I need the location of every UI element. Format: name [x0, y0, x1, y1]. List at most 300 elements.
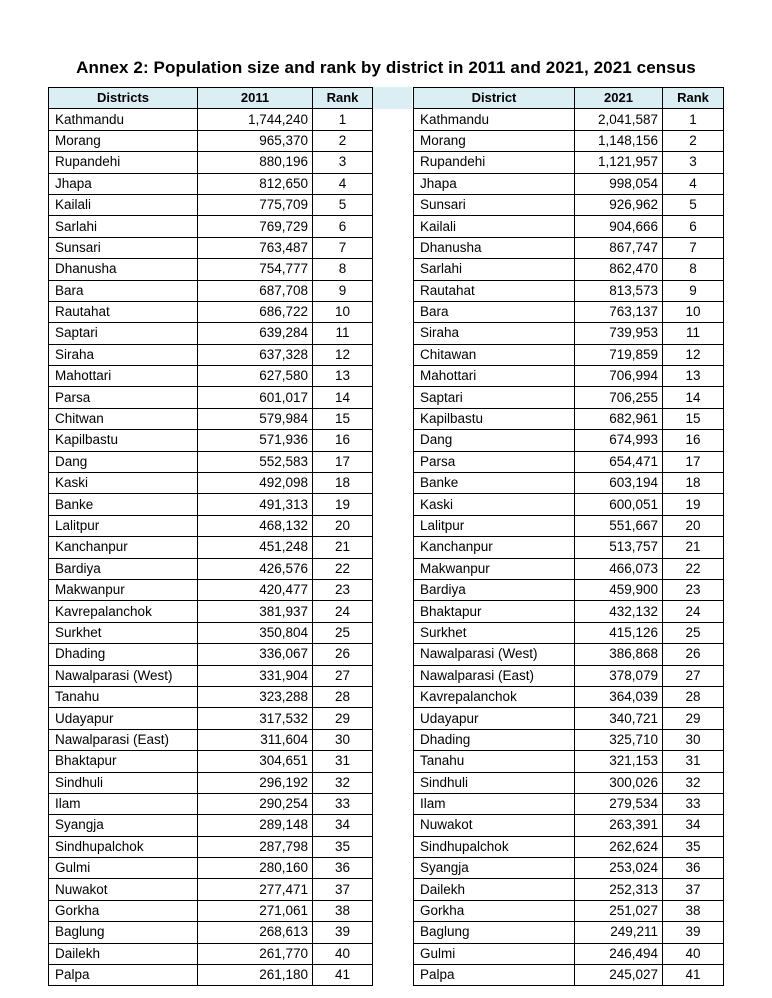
district-name-cell: Tanahu [49, 686, 198, 707]
district-name-cell: Sunsari [49, 237, 198, 258]
district-name-cell: Nawalparasi (West) [49, 665, 198, 686]
district-name-cell: Saptari [414, 387, 575, 408]
district-name-cell: Baglung [49, 922, 198, 943]
district-name-cell: Parsa [414, 451, 575, 472]
rank-cell: 17 [663, 451, 724, 472]
population-cell: 245,027 [575, 965, 663, 986]
district-name-cell: Bardiya [49, 558, 198, 579]
table-row [414, 280, 724, 301]
district-name-cell: Ilam [49, 793, 198, 814]
table-row [414, 430, 724, 451]
rank-cell: 15 [663, 408, 724, 429]
table-header-row [414, 88, 724, 109]
table-row [49, 579, 373, 600]
rank-cell: 27 [663, 665, 724, 686]
rank-cell: 24 [663, 601, 724, 622]
table-row [414, 473, 724, 494]
population-cell: 317,532 [198, 708, 313, 729]
population-cell: 600,051 [575, 494, 663, 515]
rank-cell: 36 [313, 858, 373, 879]
table-row [414, 943, 724, 964]
column-header-district: District [414, 88, 575, 109]
district-name-cell: Palpa [49, 965, 198, 986]
district-name-cell: Kapilbastu [414, 408, 575, 429]
rank-cell: 12 [313, 344, 373, 365]
population-cell: 687,708 [198, 280, 313, 301]
district-name-cell: Banke [414, 473, 575, 494]
rank-cell: 25 [313, 622, 373, 643]
table-row [49, 793, 373, 814]
district-name-cell: Dailekh [49, 943, 198, 964]
population-cell: 277,471 [198, 879, 313, 900]
district-name-cell: Dhanusha [414, 237, 575, 258]
table-row [414, 858, 724, 879]
rank-cell: 16 [663, 430, 724, 451]
district-name-cell: Chitwan [49, 408, 198, 429]
population-cell: 579,984 [198, 408, 313, 429]
district-name-cell: Surkhet [49, 622, 198, 643]
population-cell: 491,313 [198, 494, 313, 515]
column-header-2021: 2021 [575, 88, 663, 109]
rank-cell: 36 [663, 858, 724, 879]
table-header-row [49, 88, 373, 109]
table-row [414, 323, 724, 344]
district-name-cell: Morang [49, 130, 198, 151]
table-row [414, 558, 724, 579]
rank-cell: 19 [313, 494, 373, 515]
population-cell: 252,313 [575, 879, 663, 900]
population-cell: 426,576 [198, 558, 313, 579]
district-name-cell: Jhapa [414, 173, 575, 194]
district-name-cell: Rupandehi [414, 152, 575, 173]
population-cell: 249,211 [575, 922, 663, 943]
table-row [414, 301, 724, 322]
district-name-cell: Syangja [414, 858, 575, 879]
table-row [49, 366, 373, 387]
district-name-cell: Sindhuli [49, 772, 198, 793]
district-name-cell: Bhaktapur [414, 601, 575, 622]
table-row [49, 237, 373, 258]
district-name-cell: Banke [49, 494, 198, 515]
rank-cell: 15 [313, 408, 373, 429]
rank-cell: 13 [313, 366, 373, 387]
district-name-cell: Gulmi [49, 858, 198, 879]
population-cell: 261,180 [198, 965, 313, 986]
rank-cell: 26 [663, 644, 724, 665]
rank-cell: 5 [663, 194, 724, 215]
population-cell: 268,613 [198, 922, 313, 943]
table-row [414, 494, 724, 515]
district-name-cell: Rupandehi [49, 152, 198, 173]
rank-cell: 10 [663, 301, 724, 322]
population-cell: 378,079 [575, 665, 663, 686]
population-cell: 289,148 [198, 815, 313, 836]
table-row [414, 708, 724, 729]
table-row [49, 943, 373, 964]
district-name-cell: Udayapur [414, 708, 575, 729]
rank-cell: 28 [663, 686, 724, 707]
table-row [49, 836, 373, 857]
table-row [414, 237, 724, 258]
population-cell: 904,666 [575, 216, 663, 237]
table-row [49, 216, 373, 237]
rank-cell: 6 [313, 216, 373, 237]
population-cell: 552,583 [198, 451, 313, 472]
table-row [49, 644, 373, 665]
population-cell: 271,061 [198, 900, 313, 921]
district-name-cell: Nawalparasi (West) [414, 644, 575, 665]
population-cell: 639,284 [198, 323, 313, 344]
table-row [414, 451, 724, 472]
table-row [49, 601, 373, 622]
rank-cell: 29 [663, 708, 724, 729]
table-row [414, 344, 724, 365]
rank-cell: 33 [313, 793, 373, 814]
population-cell: 2,041,587 [575, 109, 663, 130]
rank-cell: 30 [313, 729, 373, 750]
rank-cell: 35 [313, 836, 373, 857]
district-name-cell: Dang [414, 430, 575, 451]
rank-cell: 23 [663, 579, 724, 600]
rank-cell: 30 [663, 729, 724, 750]
table-row [49, 280, 373, 301]
rank-cell: 7 [313, 237, 373, 258]
rank-cell: 18 [313, 473, 373, 494]
rank-cell: 32 [313, 772, 373, 793]
population-cell: 706,994 [575, 366, 663, 387]
table-row [414, 815, 724, 836]
table-row [414, 194, 724, 215]
table-row [49, 494, 373, 515]
population-cell: 763,137 [575, 301, 663, 322]
rank-cell: 12 [663, 344, 724, 365]
page-title: Annex 2: Population size and rank by district in 2011 and 2021, 2021 census [76, 58, 696, 77]
population-cell: 654,471 [575, 451, 663, 472]
population-cell: 451,248 [198, 537, 313, 558]
population-cell: 321,153 [575, 751, 663, 772]
district-name-cell: Kapilbastu [49, 430, 198, 451]
table-row [49, 772, 373, 793]
population-cell: 880,196 [198, 152, 313, 173]
rank-cell: 17 [313, 451, 373, 472]
rank-cell: 40 [313, 943, 373, 964]
district-name-cell: Kathmandu [414, 109, 575, 130]
district-name-cell: Sindhuli [414, 772, 575, 793]
population-cell: 323,288 [198, 686, 313, 707]
population-cell: 420,477 [198, 579, 313, 600]
population-cell: 637,328 [198, 344, 313, 365]
table-row [49, 686, 373, 707]
district-name-cell: Rautahat [49, 301, 198, 322]
rank-cell: 34 [313, 815, 373, 836]
table-row [414, 729, 724, 750]
table-row [49, 259, 373, 280]
population-cell: 466,073 [575, 558, 663, 579]
district-name-cell: Parsa [49, 387, 198, 408]
district-name-cell: Nawalparasi (East) [414, 665, 575, 686]
district-name-cell: Bhaktapur [49, 751, 198, 772]
table-row [49, 387, 373, 408]
rank-cell: 18 [663, 473, 724, 494]
district-name-cell: Gulmi [414, 943, 575, 964]
district-name-cell: Kathmandu [49, 109, 198, 130]
population-cell: 280,160 [198, 858, 313, 879]
district-name-cell: Bara [49, 280, 198, 301]
rank-cell: 37 [663, 879, 724, 900]
rank-cell: 8 [663, 259, 724, 280]
table-row [49, 622, 373, 643]
rank-cell: 3 [313, 152, 373, 173]
table-row [414, 537, 724, 558]
table-row [414, 644, 724, 665]
table-row [414, 900, 724, 921]
rank-cell: 9 [663, 280, 724, 301]
column-header-2011: 2011 [198, 88, 313, 109]
table-row [414, 965, 724, 986]
table-row [49, 665, 373, 686]
district-name-cell: Nuwakot [49, 879, 198, 900]
rank-cell: 32 [663, 772, 724, 793]
table-row [49, 130, 373, 151]
population-cell: 601,017 [198, 387, 313, 408]
rank-cell: 34 [663, 815, 724, 836]
rank-cell: 25 [663, 622, 724, 643]
table-row [49, 537, 373, 558]
population-cell: 513,757 [575, 537, 663, 558]
rank-cell: 10 [313, 301, 373, 322]
district-name-cell: Syangja [49, 815, 198, 836]
district-name-cell: Kailali [414, 216, 575, 237]
population-2011-table [48, 87, 373, 986]
district-name-cell: Kaski [49, 473, 198, 494]
district-name-cell: Sindhupalchok [414, 836, 575, 857]
table-row [49, 729, 373, 750]
table-row [414, 109, 724, 130]
column-header-districts: Districts [49, 88, 198, 109]
table-row [49, 408, 373, 429]
table-row [414, 836, 724, 857]
district-name-cell: Mahottari [414, 366, 575, 387]
population-2021-table [413, 87, 724, 986]
table-row [414, 793, 724, 814]
table-row [414, 130, 724, 151]
rank-cell: 24 [313, 601, 373, 622]
population-cell: 627,580 [198, 366, 313, 387]
table-row [49, 900, 373, 921]
population-cell: 719,859 [575, 344, 663, 365]
population-cell: 862,470 [575, 259, 663, 280]
rank-cell: 27 [313, 665, 373, 686]
district-name-cell: Lalitpur [414, 515, 575, 536]
table-row [414, 387, 724, 408]
table-row [414, 152, 724, 173]
table-row [49, 152, 373, 173]
population-cell: 674,993 [575, 430, 663, 451]
column-header-rank: Rank [313, 88, 373, 109]
district-name-cell: Sarlahi [414, 259, 575, 280]
table-row [414, 579, 724, 600]
district-name-cell: Kanchanpur [49, 537, 198, 558]
rank-cell: 1 [663, 109, 724, 130]
population-cell: 739,953 [575, 323, 663, 344]
district-name-cell: Sindhupalchok [49, 836, 198, 857]
rank-cell: 9 [313, 280, 373, 301]
rank-cell: 21 [313, 537, 373, 558]
district-name-cell: Kavrepalanchok [414, 686, 575, 707]
district-name-cell: Kaski [414, 494, 575, 515]
district-name-cell: Dang [49, 451, 198, 472]
rank-cell: 29 [313, 708, 373, 729]
population-cell: 492,098 [198, 473, 313, 494]
population-cell: 754,777 [198, 259, 313, 280]
population-cell: 364,039 [575, 686, 663, 707]
population-cell: 350,804 [198, 622, 313, 643]
table-row [414, 751, 724, 772]
table-row [49, 879, 373, 900]
rank-cell: 4 [663, 173, 724, 194]
table-row [49, 173, 373, 194]
table-row [49, 109, 373, 130]
population-cell: 262,624 [575, 836, 663, 857]
district-name-cell: Dhading [414, 729, 575, 750]
population-cell: 246,494 [575, 943, 663, 964]
rank-cell: 20 [313, 515, 373, 536]
district-name-cell: Rautahat [414, 280, 575, 301]
rank-cell: 11 [313, 323, 373, 344]
district-name-cell: Udayapur [49, 708, 198, 729]
population-cell: 432,132 [575, 601, 663, 622]
population-cell: 290,254 [198, 793, 313, 814]
district-name-cell: Chitawan [414, 344, 575, 365]
district-name-cell: Surkhet [414, 622, 575, 643]
table-row [414, 665, 724, 686]
table-row [414, 259, 724, 280]
rank-cell: 40 [663, 943, 724, 964]
district-name-cell: Gorkha [49, 900, 198, 921]
table-row [49, 558, 373, 579]
rank-cell: 38 [663, 900, 724, 921]
population-cell: 965,370 [198, 130, 313, 151]
rank-cell: 26 [313, 644, 373, 665]
rank-cell: 41 [663, 965, 724, 986]
table-row [414, 366, 724, 387]
rank-cell: 1 [313, 109, 373, 130]
district-name-cell: Saptari [49, 323, 198, 344]
population-cell: 415,126 [575, 622, 663, 643]
district-name-cell: Gorkha [414, 900, 575, 921]
rank-cell: 39 [313, 922, 373, 943]
district-name-cell: Dhanusha [49, 259, 198, 280]
rank-cell: 4 [313, 173, 373, 194]
population-cell: 261,770 [198, 943, 313, 964]
table-row [414, 173, 724, 194]
table-row [49, 451, 373, 472]
population-cell: 253,024 [575, 858, 663, 879]
rank-cell: 2 [663, 130, 724, 151]
district-name-cell: Baglung [414, 922, 575, 943]
table-row [414, 622, 724, 643]
table-row [49, 815, 373, 836]
population-cell: 340,721 [575, 708, 663, 729]
table-row [49, 858, 373, 879]
population-cell: 468,132 [198, 515, 313, 536]
table-row [414, 601, 724, 622]
population-cell: 263,391 [575, 815, 663, 836]
table-row [49, 751, 373, 772]
rank-cell: 20 [663, 515, 724, 536]
table-row [49, 430, 373, 451]
rank-cell: 21 [663, 537, 724, 558]
rank-cell: 6 [663, 216, 724, 237]
population-cell: 311,604 [198, 729, 313, 750]
district-name-cell: Bardiya [414, 579, 575, 600]
rank-cell: 14 [663, 387, 724, 408]
population-cell: 682,961 [575, 408, 663, 429]
district-name-cell: Nuwakot [414, 815, 575, 836]
table-row [49, 344, 373, 365]
rank-cell: 3 [663, 152, 724, 173]
district-name-cell: Dhading [49, 644, 198, 665]
population-cell: 813,573 [575, 280, 663, 301]
rank-cell: 14 [313, 387, 373, 408]
table-row [414, 879, 724, 900]
district-name-cell: Makwanpur [414, 558, 575, 579]
table-row [49, 194, 373, 215]
table-row [414, 408, 724, 429]
district-name-cell: Sunsari [414, 194, 575, 215]
rank-cell: 28 [313, 686, 373, 707]
rank-cell: 22 [663, 558, 724, 579]
rank-cell: 19 [663, 494, 724, 515]
population-cell: 296,192 [198, 772, 313, 793]
population-cell: 603,194 [575, 473, 663, 494]
population-cell: 304,651 [198, 751, 313, 772]
district-name-cell: Kanchanpur [414, 537, 575, 558]
population-cell: 459,900 [575, 579, 663, 600]
rank-cell: 7 [663, 237, 724, 258]
column-header-rank: Rank [663, 88, 724, 109]
population-cell: 1,121,957 [575, 152, 663, 173]
rank-cell: 35 [663, 836, 724, 857]
district-name-cell: Jhapa [49, 173, 198, 194]
district-name-cell: Tanahu [414, 751, 575, 772]
district-name-cell: Kailali [49, 194, 198, 215]
header-gap-band [373, 87, 412, 109]
district-name-cell: Siraha [49, 344, 198, 365]
rank-cell: 23 [313, 579, 373, 600]
table-row [49, 515, 373, 536]
population-cell: 325,710 [575, 729, 663, 750]
table-row [414, 922, 724, 943]
rank-cell: 33 [663, 793, 724, 814]
district-name-cell: Dailekh [414, 879, 575, 900]
population-cell: 812,650 [198, 173, 313, 194]
rank-cell: 16 [313, 430, 373, 451]
population-cell: 331,904 [198, 665, 313, 686]
population-cell: 867,747 [575, 237, 663, 258]
population-cell: 686,722 [198, 301, 313, 322]
rank-cell: 2 [313, 130, 373, 151]
district-name-cell: Ilam [414, 793, 575, 814]
population-cell: 775,709 [198, 194, 313, 215]
population-cell: 1,744,240 [198, 109, 313, 130]
population-cell: 279,534 [575, 793, 663, 814]
population-cell: 551,667 [575, 515, 663, 536]
district-name-cell: Nawalparasi (East) [49, 729, 198, 750]
district-name-cell: Siraha [414, 323, 575, 344]
rank-cell: 5 [313, 194, 373, 215]
table-row [49, 473, 373, 494]
